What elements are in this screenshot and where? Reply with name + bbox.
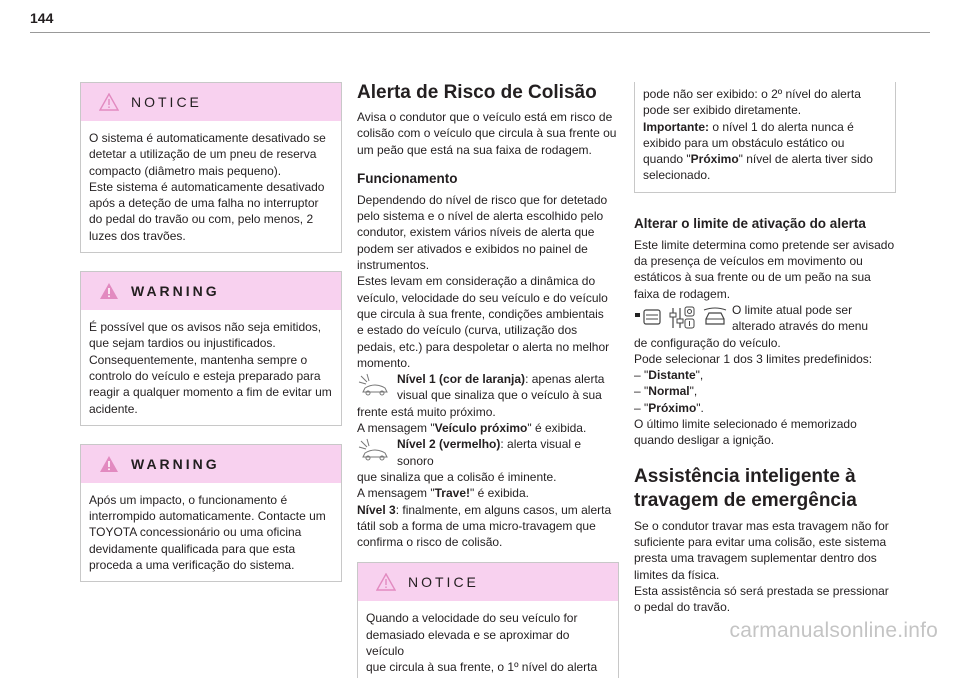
notice-header bbox=[81, 83, 341, 121]
text-line: pedais, etc.) para despoletar o alerta no melhor bbox=[357, 339, 610, 354]
text-line: Nível 1 (cor de laranja): apenas alerta bbox=[397, 372, 605, 387]
text-line: É possível que os avisos não seja emitidos, bbox=[89, 320, 322, 335]
text-line: Quando a velocidade do seu veículo for bbox=[366, 611, 578, 626]
text-line: detetar a utilização de um pneu de reserva bbox=[89, 147, 317, 162]
text-line: selecionado. bbox=[643, 168, 711, 183]
text-line: momento. bbox=[357, 355, 411, 370]
text-line: Este limite determina como pretende ser avisado bbox=[634, 237, 895, 252]
text-line: Estes levam em consideração a dinâmica do bbox=[357, 274, 596, 289]
text-line: que circula à sua frente, o 1º nível do alerta bbox=[366, 660, 598, 675]
text-line: A mensagem "Veículo próximo" é exibida. bbox=[357, 421, 587, 436]
collision-alert-icon bbox=[357, 372, 393, 400]
warning-triangle-icon bbox=[99, 282, 119, 300]
text-line: acidente. bbox=[89, 401, 138, 416]
text-line: Este sistema é automaticamente desativado bbox=[89, 179, 325, 194]
text-line: Consequentemente, mantenha sempre o bbox=[89, 352, 308, 367]
text-line: e estado do veículo (curva, utilização dos bbox=[357, 323, 578, 338]
text-line: tátil sob a forma de uma micro-travagem que bbox=[357, 518, 596, 533]
text-line: O limite atual pode ser bbox=[732, 302, 853, 317]
text-line: faixa de rodagem. bbox=[634, 286, 731, 301]
text-line: Avisa o condutor que o veículo está em risco de bbox=[357, 110, 613, 124]
text-line: o pedal do travão. bbox=[634, 600, 731, 615]
notice-triangle-icon bbox=[99, 93, 119, 111]
text-line: podem ser ativados e exibidos no painel de bbox=[357, 241, 588, 256]
subsection-heading: Funcionamento bbox=[357, 170, 458, 186]
text-line: compacto (diâmetro mais pequeno). bbox=[89, 163, 282, 178]
text-line: A mensagem "Trave!" é exibida. bbox=[357, 486, 529, 501]
section-heading: Assistência inteligente à travagem de emergência bbox=[634, 465, 857, 511]
car-alert-icon bbox=[702, 307, 728, 329]
notice-title: NOTICE bbox=[408, 574, 479, 591]
warning-header bbox=[81, 445, 341, 483]
warning-title: WARNING bbox=[131, 282, 220, 299]
text-line: exibido para um obstáculo estático ou bbox=[643, 135, 845, 150]
text-line: devidamente qualificada para que esta bbox=[89, 541, 296, 556]
warning-box bbox=[80, 444, 342, 582]
text-line: Nível 3: finalmente, em alguns casos, um alerta bbox=[357, 502, 612, 517]
notice-header bbox=[358, 563, 618, 601]
display-menu-icon bbox=[634, 307, 662, 329]
text-line: confirma o risco de colisão. bbox=[357, 535, 503, 550]
column-right bbox=[634, 82, 896, 615]
text-line: de configuração do veículo. bbox=[634, 335, 781, 350]
warning-box bbox=[80, 271, 342, 426]
text-line: da presença de veículos em movimento ou bbox=[634, 254, 863, 269]
text-line: Nível 2 (vermelho): alerta visual e sonoro bbox=[397, 437, 582, 468]
menu-icons-paragraph bbox=[634, 302, 896, 335]
list-item: – "Distante", bbox=[634, 368, 704, 383]
text-line: limites da física. bbox=[634, 567, 720, 582]
watermark: carmanualsonline.info bbox=[729, 619, 938, 642]
text-line: TOYOTA concessionário ou uma oficina bbox=[89, 525, 302, 540]
text-line: um peão que está na sua faixa de rodagem. bbox=[357, 142, 592, 157]
text-line: proceda a uma verificação do sistema. bbox=[89, 558, 295, 573]
settings-menu-icon bbox=[668, 304, 696, 332]
column-middle bbox=[357, 82, 619, 678]
text-line: pode ser exibido diretamente. bbox=[643, 103, 802, 118]
notice-triangle-icon bbox=[376, 573, 396, 591]
text-line: presta uma travagem suplementar dentro dos bbox=[634, 551, 877, 566]
text-line: pode não ser exibido: o 2º nível do alerta bbox=[643, 87, 861, 101]
text-line: que circula à sua frente, condições ambientais bbox=[357, 306, 604, 321]
alert-level-1 bbox=[357, 371, 619, 436]
text-line: Importante: o nível 1 do alerta nunca é bbox=[643, 119, 854, 134]
section-heading: Alerta de Risco de Colisão bbox=[357, 82, 597, 103]
list-item: – "Normal", bbox=[634, 384, 698, 399]
text-line: interrompido automaticamente. Contacte um bbox=[89, 509, 326, 524]
text-line: O último limite selecionado é memorizado bbox=[634, 417, 857, 432]
text-line: frente está muito próximo. bbox=[357, 404, 496, 419]
column-left bbox=[80, 82, 342, 600]
notice-box bbox=[80, 82, 342, 253]
text-line: Se o condutor travar mas esta travagem não for bbox=[634, 518, 889, 533]
text-line: reagir a qualquer momento a fim de evitar um bbox=[89, 385, 332, 400]
notice-box bbox=[357, 562, 619, 677]
text-line: luzes dos travões. bbox=[89, 228, 186, 243]
notice-box-continued bbox=[634, 82, 896, 193]
text-line: condutor, existem vários níveis de alerta que bbox=[357, 225, 595, 240]
text-line: quando desligar a ignição. bbox=[634, 433, 775, 448]
text-line: após a deteção de uma falha no interruptor bbox=[89, 196, 319, 211]
text-line: visual que sinaliza que o veículo à sua bbox=[397, 388, 602, 403]
collision-alert-icon bbox=[357, 437, 393, 465]
text-line: quando "Próximo" nível de alerta tiver sido bbox=[643, 152, 873, 167]
text-line: suficiente para evitar uma colisão, este sistema bbox=[634, 534, 887, 549]
warning-triangle-icon bbox=[99, 455, 119, 473]
text-line: veículo, velocidade do seu veículo e do veículo bbox=[357, 290, 608, 305]
text-line: pelo sistema e o nível de alerta escolhido pelo bbox=[357, 209, 604, 224]
top-rule bbox=[30, 32, 930, 33]
text-line: Dependendo do nível de risco que for detetado bbox=[357, 192, 608, 207]
text-line: que sejam tardios ou injustificados. bbox=[89, 336, 276, 351]
text-line: alterado através do menu bbox=[732, 319, 869, 334]
subsection-heading: Alterar o limite de ativação do alerta bbox=[634, 215, 866, 231]
warning-title: WARNING bbox=[131, 455, 220, 472]
text-line: estáticos à sua frente ou de um peão na sua bbox=[634, 270, 871, 285]
warning-header bbox=[81, 272, 341, 310]
text-line: Esta assistência só será prestada se pressionar bbox=[634, 583, 889, 598]
text-line: controlo do veículo e esteja preparado para bbox=[89, 368, 321, 383]
page-number: 144 bbox=[30, 10, 54, 26]
text-line: Pode selecionar 1 dos 3 limites predefinidos: bbox=[634, 351, 873, 366]
text-line: Após um impacto, o funcionamento é bbox=[89, 492, 288, 507]
list-item: – "Próximo". bbox=[634, 400, 704, 415]
text-line: que sinaliza que a colisão é iminente. bbox=[357, 469, 557, 484]
text-line: do pedal do travão ou com, pelo menos, 2 bbox=[89, 212, 314, 227]
text-line: demasiado elevada e se aproximar do veículo bbox=[366, 627, 570, 659]
notice-title: NOTICE bbox=[131, 93, 202, 110]
text-line: O sistema é automaticamente desativado se bbox=[89, 131, 326, 145]
text-line: colisão com o veículo que circula à sua frente ou bbox=[357, 126, 617, 141]
text-line: instrumentos. bbox=[357, 258, 430, 273]
alert-level-2 bbox=[357, 436, 619, 501]
